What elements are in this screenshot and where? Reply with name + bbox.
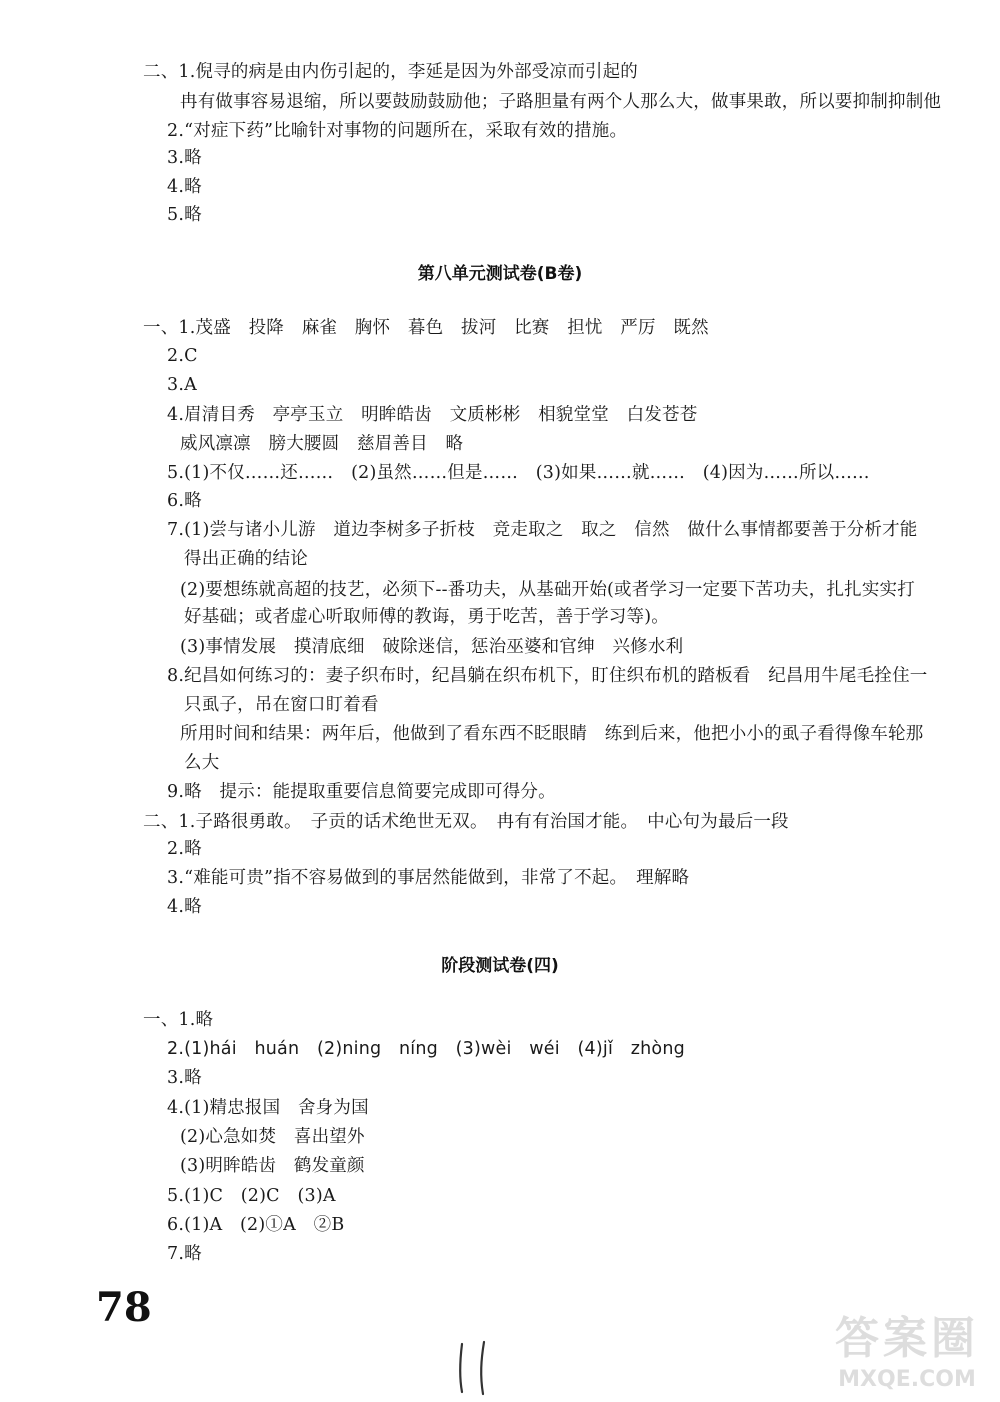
page-number: 78 — [96, 1284, 152, 1331]
answer-line: 9.略 提示：能提取重要信息简要完成即可得分。 — [167, 782, 556, 802]
answer-line: 威风凛凛 膀大腰圆 慈眉善目 略 — [180, 434, 464, 454]
answer-line: (3)明眸皓齿 鹤发童颜 — [180, 1156, 365, 1176]
answer-line: 3.略 — [167, 148, 202, 168]
answer-line: (2)心急如焚 喜出望外 — [180, 1127, 365, 1147]
answer-line: 一、1.略 — [143, 1010, 214, 1030]
answer-line: 3.略 — [167, 1068, 202, 1088]
answer-line: 二、1.倪寻的病是由内伤引起的，李延是因为外部受凉而引起的 — [143, 62, 638, 82]
watermark-url: MXQE.COM — [838, 1367, 976, 1392]
answer-line: 3.A — [167, 375, 197, 395]
answer-line: 2.略 — [167, 839, 202, 859]
answer-line: 3.“难能可贵”指不容易做到的事居然能做到，非常了不起。 理解略 — [167, 868, 690, 888]
answer-line: 6.略 — [167, 491, 202, 511]
answer-line: 5.略 — [167, 205, 202, 225]
answer-line: 4.略 — [167, 897, 202, 917]
answer-line: 二、1.子路很勇敢。 子贡的话术绝世无双。 冉有有治国才能。 中心句为最后一段 — [143, 812, 789, 832]
answer-line: 4.眉清目秀 亭亭玉立 明眸皓齿 文质彬彬 相貌堂堂 白发苍苍 — [167, 405, 698, 425]
answer-line: 一、1.茂盛 投降 麻雀 胸怀 暮色 拔河 比赛 担忧 严厉 既然 — [143, 318, 709, 338]
answer-line: 8.纪昌如何练习的：妻子织布时，纪昌躺在织布机下，盯住织布机的踏板看 纪昌用牛尾毛拴住一 — [167, 666, 928, 686]
answer-line: 2.(1)hái huán (2)ning níng (3)wèi wéi (4)jǐ zhòng — [167, 1039, 685, 1059]
answer-line: 2.C — [167, 346, 198, 366]
answer-line: 7.(1)尝与诸小儿游 道边李树多子折枝 竞走取之 取之 信然 做什么事情都要善于分析才能 — [167, 520, 918, 540]
answer-line: 5.(1)C (2)C (3)A — [167, 1186, 336, 1206]
answer-line: (2)要想练就高超的技艺，必须下--番功夫，从基础开始(或者学习一定要下苦功夫，扎扎实实打 — [180, 580, 915, 600]
answer-line: 只虱子，吊在窗口盯着看 — [184, 695, 379, 715]
answer-line: (3)事情发展 摸清底细 破除迷信，惩治巫婆和官绅 兴修水利 — [180, 637, 684, 657]
answer-line: 么大 — [184, 753, 220, 773]
answer-line: 6.(1)A (2)①A ②B — [167, 1215, 345, 1235]
section-heading-unit8-b: 第八单元测试卷(B卷) — [417, 264, 583, 284]
answer-line: 4.略 — [167, 177, 202, 197]
answer-line: 7.略 — [167, 1244, 202, 1264]
watermark-logo — [822, 1312, 992, 1396]
answer-line: 所用时间和结果：两年后，他做到了看东西不眨眼睛 练到后来，他把小小的虱子看得像车轮那 — [180, 724, 924, 744]
handwritten-mark — [450, 1340, 500, 1396]
answer-line: 得出正确的结论 — [184, 549, 308, 569]
answer-line: 好基础；或者虚心听取师傅的教诲，勇于吃苦，善于学习等)。 — [184, 607, 669, 627]
answer-line: 2.“对症下药”比喻针对事物的问题所在，采取有效的措施。 — [167, 121, 628, 141]
section-heading-stage-4: 阶段测试卷(四) — [441, 956, 559, 976]
answer-line: 4.(1)精忠报国 舍身为国 — [167, 1098, 369, 1118]
answer-line: 5.(1)不仅……还…… (2)虽然……但是…… (3)如果……就…… (4)因为……所以…… — [167, 463, 870, 483]
watermark-logo-text: 答案圈 — [835, 1313, 979, 1364]
answer-line: 冉有做事容易退缩，所以要鼓励鼓励他；子路胆量有两个人那么大，做事果敢，所以要抑制抑制他 — [180, 92, 942, 112]
